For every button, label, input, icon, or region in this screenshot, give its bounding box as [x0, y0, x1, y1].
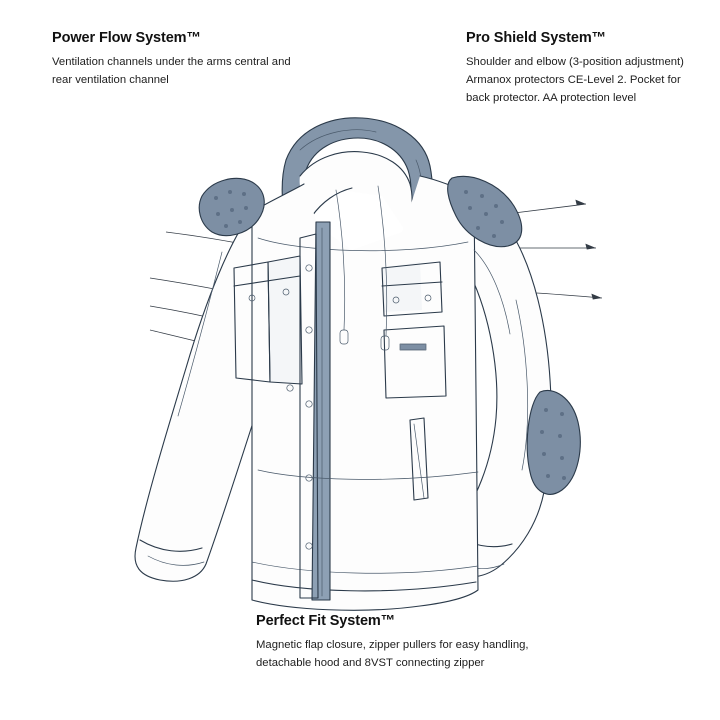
callout-power-flow-title: Power Flow System™: [52, 30, 201, 46]
callout-perfect-fit: [256, 613, 546, 673]
elbow-armor: [527, 390, 580, 494]
callout-pro-shield-body: Shoulder and elbow (3-position adjustment) Armanox protectors CE-Level 2. Pocket for back protector. AA protection level: [466, 56, 684, 105]
jacket-body: [252, 176, 478, 610]
callout-pro-shield-title: Pro Shield System™: [466, 30, 607, 46]
callout-power-flow-body: Ventilation channels under the arms central and rear ventilation channel: [52, 56, 291, 87]
callout-perfect-fit-body: Magnetic flap closure, zipper pullers for easy handling, detachable hood and 8VST connecting zipper: [256, 639, 529, 670]
callout-pro-shield: [466, 30, 706, 108]
collar: [300, 152, 412, 232]
callout-perfect-fit-title: Perfect Fit System™: [256, 613, 396, 629]
callout-power-flow: [52, 30, 302, 90]
